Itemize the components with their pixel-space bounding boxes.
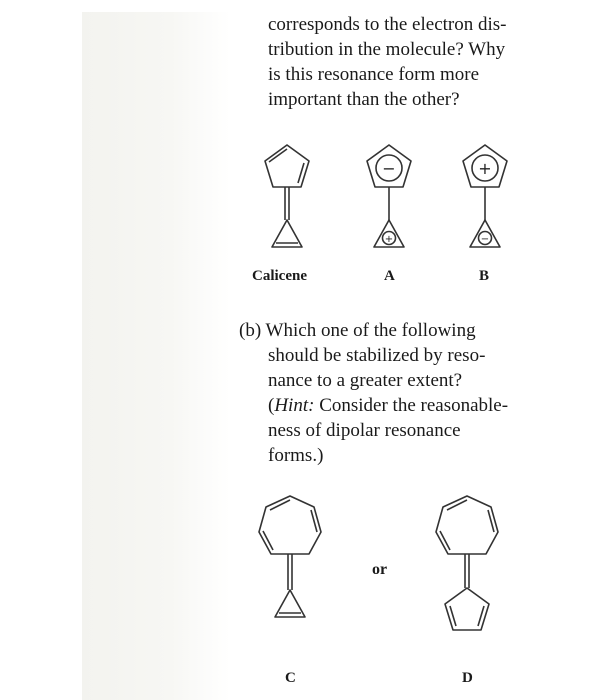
hint-word: Hint: [274,395,315,416]
ring-double-bond [270,500,290,510]
resonance-form-b-structure [450,140,520,260]
form-b-label: B [479,268,490,284]
or-connector: or [372,561,388,578]
structure-c [240,490,340,650]
form-a-label: A [384,268,395,284]
ring-double-bond [447,500,467,510]
negative-charge-sign: − [382,159,396,178]
intro-line: tribution in the molecule? Why [268,39,506,60]
seven-membered-ring [259,496,321,554]
part-b-question [239,318,508,468]
question-line: forms.) [268,445,324,466]
positive-charge-sign: + [478,159,492,178]
intro-paragraph [268,12,506,112]
intro-line: is this resonance form more [268,64,480,85]
question-line: (b) Which one of the following [239,320,476,341]
question-line: ness of dipolar resonance [268,420,461,441]
calicene-structure [252,140,322,260]
intro-line: corresponds to the electron dis- [268,14,507,35]
intro-line: important than the other? [268,89,460,110]
hint-line [268,393,508,418]
calicene-label: Calicene [252,268,307,284]
positive-charge-sign: + [384,234,394,245]
hint-text: Consider the reasonable- [314,395,509,416]
structure-c-label: C [285,670,296,686]
negative-charge-sign: − [480,234,490,245]
question-line: should be stabilized by reso- [268,345,486,366]
seven-membered-ring [436,496,498,554]
textbook-page [82,12,615,700]
resonance-form-a-structure [354,140,424,260]
hint-open-paren: ( [268,395,275,416]
question-line: nance to a greater extent? [268,370,463,391]
structure-d-label: D [462,670,473,686]
structure-d [417,490,517,670]
